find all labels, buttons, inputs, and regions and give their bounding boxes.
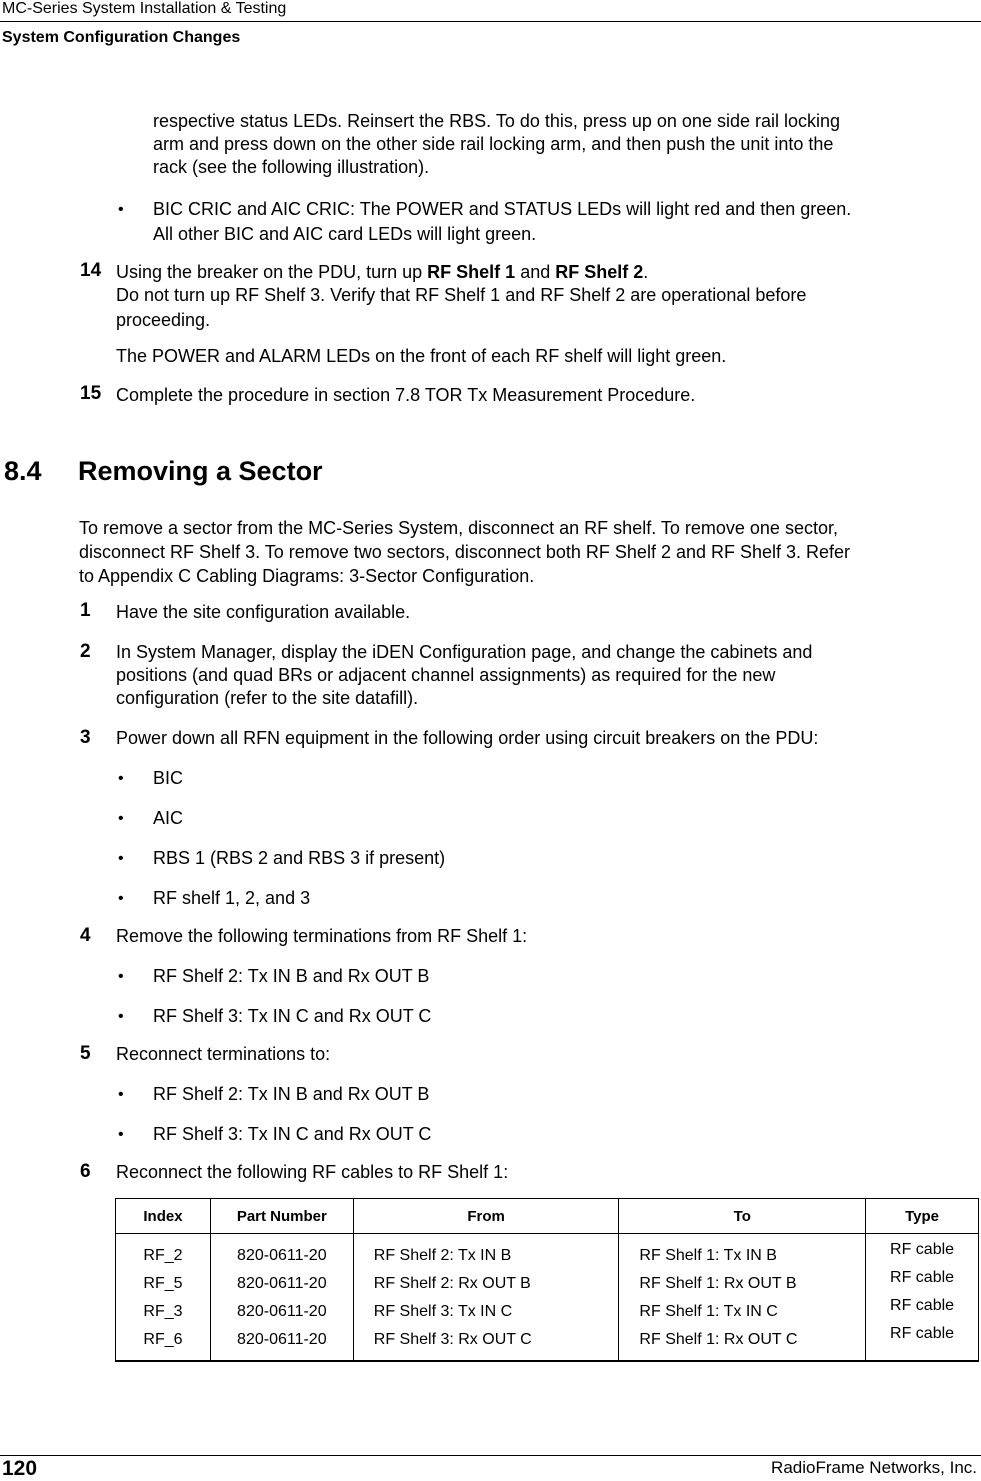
step-2-text: configuration (refer to the site datafill). <box>116 688 419 708</box>
step-number: 5 <box>80 1043 91 1064</box>
running-header-title: MC-Series System Installation & Testing <box>2 0 287 17</box>
bullet-text: RF Shelf 2: Tx IN B and Rx OUT B <box>153 1084 430 1104</box>
bullet-icon: • <box>118 201 124 218</box>
table-cell: RF cable <box>890 1297 955 1314</box>
table-cell: RF Shelf 2: Tx IN B <box>373 1247 512 1264</box>
continued-paragraph-line: rack (see the following illustration). <box>153 157 430 177</box>
step-5-text: Reconnect terminations to: <box>116 1044 331 1064</box>
bullet-text: RBS 1 (RBS 2 and RBS 3 if present) <box>153 848 446 868</box>
step-number: 14 <box>80 260 102 281</box>
section-number: 8.4 <box>4 456 42 486</box>
intro-paragraph-line: to Appendix C Cabling Diagrams: 3-Sector Configuration. <box>79 566 535 586</box>
bullet-text: RF shelf 1, 2, and 3 <box>153 888 311 908</box>
table-cell: RF Shelf 2: Rx OUT B <box>373 1275 531 1292</box>
column-header-type: Type <box>866 1199 979 1234</box>
step-14-text: Using the breaker on the PDU, turn up RF Shelf 1 and RF Shelf 2. <box>116 262 649 282</box>
bullet-text: BIC CRIC and AIC CRIC: The POWER and STATUS LEDs will light red and then green. <box>153 199 852 219</box>
table-cell: RF Shelf 1: Rx OUT B <box>639 1275 797 1292</box>
rf-cable-table <box>115 1198 979 1362</box>
step-number: 4 <box>80 925 91 946</box>
table-cell: 820-0611-20 <box>237 1331 327 1348</box>
step-number: 1 <box>80 600 91 621</box>
intro-paragraph-line: To remove a sector from the MC-Series System, disconnect an RF shelf. To remove one sector, <box>79 518 838 538</box>
page-number: 120 <box>2 1457 38 1480</box>
bullet-text: All other BIC and AIC card LEDs will light green. <box>153 224 537 244</box>
continued-paragraph-line: arm and press down on the other side rail locking arm, and then push the unit into the <box>153 134 834 154</box>
header-rule <box>0 21 981 22</box>
table-cell: RF cable <box>890 1241 955 1258</box>
step-3-text: Power down all RFN equipment in the following order using circuit breakers on the PDU: <box>116 728 819 748</box>
to-cell <box>619 1234 866 1362</box>
step-15-text: Complete the procedure in section 7.8 TOR Tx Measurement Procedure. <box>116 385 696 405</box>
bullet-text: RF Shelf 3: Tx IN C and Rx OUT C <box>153 1124 432 1144</box>
column-header-to: To <box>619 1199 866 1234</box>
bullet-icon: • <box>118 968 124 985</box>
column-header-from: From <box>353 1199 619 1234</box>
bullet-text: RF Shelf 2: Tx IN B and Rx OUT B <box>153 966 430 986</box>
table-cell: RF_2 <box>143 1247 183 1264</box>
bullet-icon: • <box>118 890 124 907</box>
table-cell: RF_3 <box>143 1303 183 1320</box>
step-number: 3 <box>80 727 91 748</box>
bullet-icon: • <box>118 1126 124 1143</box>
step-2-text: In System Manager, display the iDEN Configuration page, and change the cabinets and <box>116 642 813 662</box>
continued-paragraph-line: respective status LEDs. Reinsert the RBS. To do this, press up on one side rail locking <box>153 111 841 131</box>
step-2-text: positions (and quad BRs or adjacent channel assignments) as required for the new <box>116 665 776 685</box>
table-cell: RF Shelf 1: Rx OUT C <box>639 1331 798 1348</box>
bullet-icon: • <box>118 1008 124 1025</box>
bullet-text: RF Shelf 3: Tx IN C and Rx OUT C <box>153 1006 432 1026</box>
bullet-icon: • <box>118 810 124 827</box>
step-6-text: Reconnect the following RF cables to RF Shelf 1: <box>116 1162 509 1182</box>
table-cell: RF_5 <box>143 1275 183 1292</box>
step-14-text: Do not turn up RF Shelf 3. Verify that RF Shelf 1 and RF Shelf 2 are operational before <box>116 285 807 305</box>
table-cell: RF cable <box>890 1325 955 1342</box>
section-heading <box>4 456 323 487</box>
table-cell: 820-0611-20 <box>237 1247 327 1264</box>
bullet-icon: • <box>118 1086 124 1103</box>
column-header-index: Index <box>116 1199 211 1234</box>
step-number: 15 <box>80 383 102 404</box>
table-header-row <box>116 1199 979 1234</box>
table-cell: RF Shelf 3: Rx OUT C <box>373 1331 532 1348</box>
running-header-chapter: System Configuration Changes <box>2 29 241 46</box>
column-header-part-number: Part Number <box>210 1199 353 1234</box>
table-cell: 820-0611-20 <box>237 1303 327 1320</box>
step-number: 6 <box>80 1161 91 1182</box>
table-cell: RF Shelf 3: Tx IN C <box>373 1303 513 1320</box>
table-cell: 820-0611-20 <box>237 1275 327 1292</box>
table-cell: RF cable <box>890 1269 955 1286</box>
table-cell: RF Shelf 1: Tx IN C <box>639 1303 778 1320</box>
bullet-icon: • <box>118 770 124 787</box>
step-1-text: Have the site configuration available. <box>116 602 411 622</box>
step-14-note: The POWER and ALARM LEDs on the front of each RF shelf will light green. <box>116 346 727 366</box>
section-title: Removing a Sector <box>78 456 323 486</box>
table-body <box>116 1234 979 1362</box>
table-cell: RF_6 <box>143 1331 183 1348</box>
from-cell <box>353 1234 619 1362</box>
footer-company: RadioFrame Networks, Inc. <box>771 1458 977 1477</box>
step-4-text: Remove the following terminations from RF Shelf 1: <box>116 926 528 946</box>
footer-rule <box>0 1455 981 1456</box>
step-number: 2 <box>80 641 91 662</box>
intro-paragraph-line: disconnect RF Shelf 3. To remove two sectors, disconnect both RF Shelf 2 and RF Shelf 3. Refer <box>79 542 851 562</box>
type-cell <box>866 1234 979 1362</box>
bullet-icon: • <box>118 850 124 867</box>
table-cell: RF Shelf 1: Tx IN B <box>639 1247 777 1264</box>
step-14-text: proceeding. <box>116 310 211 330</box>
bullet-text: AIC <box>153 808 184 828</box>
part-number-cell <box>210 1234 353 1362</box>
index-cell <box>116 1234 211 1362</box>
bullet-text: BIC <box>153 768 184 788</box>
